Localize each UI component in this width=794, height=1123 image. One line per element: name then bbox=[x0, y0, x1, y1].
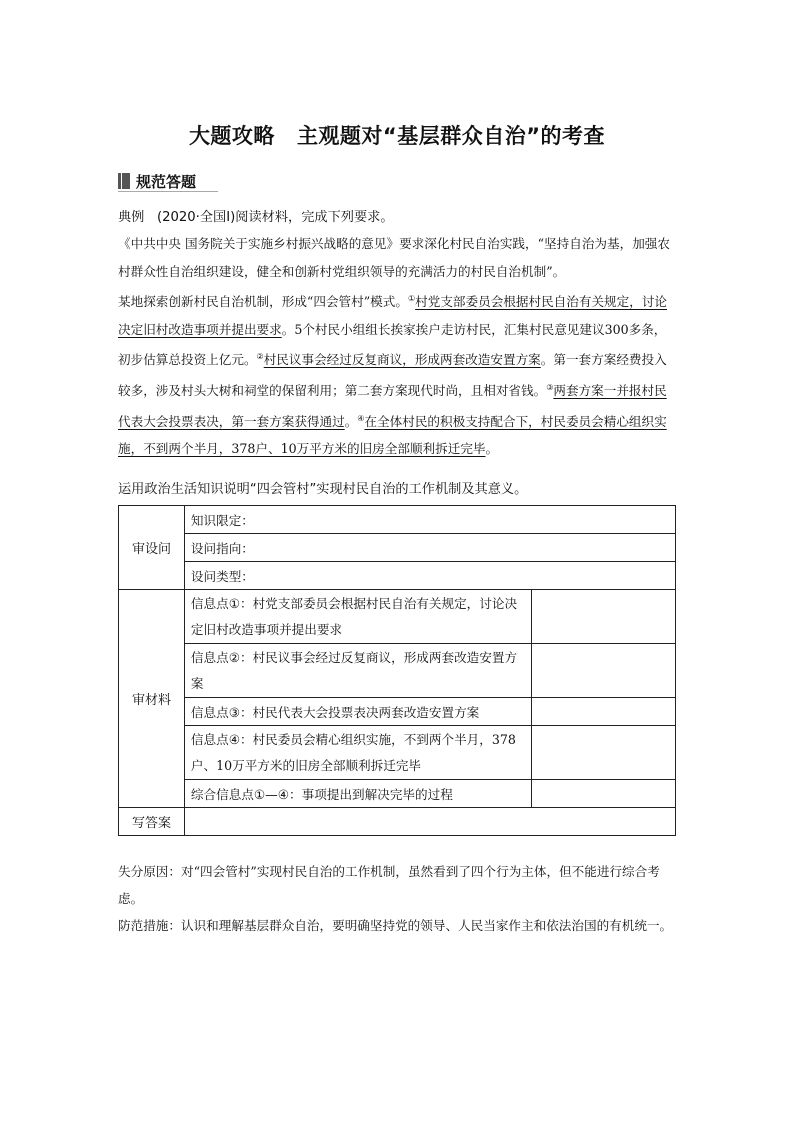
info-point-combined-text: 事项提出到解决完毕的过程 bbox=[301, 787, 453, 802]
table-row bbox=[119, 644, 676, 698]
info-point-4-blank bbox=[532, 726, 676, 780]
question-direction-cell: 设问指向： bbox=[184, 534, 675, 562]
info-point-3-blank bbox=[532, 698, 676, 726]
info-point-1-label: 信息点①： bbox=[190, 595, 253, 611]
marker-1: ① bbox=[407, 294, 416, 303]
write-answer-cell bbox=[184, 808, 675, 836]
loss-reason-label: 失分原因： bbox=[118, 864, 181, 879]
underlined-point-2: 村民议事会经过反复商议，形成两套改造安置方案 bbox=[263, 352, 541, 368]
info-point-1-cell bbox=[184, 590, 531, 644]
table-row bbox=[119, 506, 676, 534]
page-title bbox=[0, 120, 794, 150]
table-row bbox=[119, 808, 676, 836]
table-row bbox=[119, 590, 676, 644]
material-paragraph-1: 《中共中央 国务院关于实施乡村振兴战略的意见》要求深化村民自治实践，“坚持自治为基，加强农村群众性自治组织建设，健全和创新村党组织领导的充满活力的村民自治机制”。 bbox=[118, 236, 670, 279]
info-point-4-cell bbox=[184, 726, 531, 780]
info-point-1-blank bbox=[532, 590, 676, 644]
material-paragraph-2 bbox=[118, 285, 678, 463]
knowledge-limit-cell: 知识限定： bbox=[184, 506, 675, 534]
title-part-2: 主观题对“基层群众自治”的考查 bbox=[296, 124, 606, 148]
answer-framework-table bbox=[118, 505, 676, 836]
underlined-point-4: 在全体村民的积极支持配合下，村民委员会精心组织实施，不到两个半月，378户、10万平方米的旧房全部顺利拆迁完毕 bbox=[118, 413, 667, 457]
question-text: 运用政治生活知识说明“四会管村”实现村民自治的工作机制及其意义。 bbox=[118, 482, 528, 497]
section-bar-icon bbox=[118, 173, 130, 189]
table-row bbox=[119, 534, 676, 562]
info-point-2-label: 信息点②： bbox=[190, 649, 253, 665]
marker-2: ② bbox=[256, 352, 264, 362]
info-point-3-text: 村民代表大会投票表决两套改造安置方案 bbox=[252, 705, 480, 720]
info-point-4-label: 信息点④： bbox=[190, 731, 253, 747]
example-source: (2020·全国Ⅰ)阅读材料，完成下列要求。 bbox=[156, 210, 394, 225]
info-point-combined-label: 综合信息点①—④： bbox=[190, 787, 302, 802]
material-text-4: 。 bbox=[485, 441, 499, 457]
info-point-4-text: 村民委员会精心组织实施，不到两个半月，378户、10万平方米的旧房全部顺利拆迁完毕 bbox=[190, 731, 516, 773]
info-point-2-blank bbox=[532, 644, 676, 698]
material-text-3: 。 bbox=[344, 413, 358, 429]
section-label: 规范答题 bbox=[136, 173, 197, 191]
section-underline bbox=[118, 191, 218, 192]
info-point-3-label: 信息点③： bbox=[190, 705, 253, 720]
underlined-point-3: 两套方案一并报村民代表大会投票表决，第一套方案获得通过 bbox=[118, 383, 667, 429]
loss-reason bbox=[118, 858, 678, 912]
info-point-2-cell bbox=[184, 644, 531, 698]
material-text-1: 。5个村民小组组长挨家挨户走访村民，汇集村民意见建议300多条，初步估算总投资上亿元。 bbox=[118, 321, 667, 368]
example-label: 典例 bbox=[118, 210, 145, 225]
title-part-1: 大题攻略 bbox=[188, 124, 275, 148]
prevention-label: 防范措施： bbox=[118, 918, 181, 933]
section-header bbox=[118, 170, 238, 192]
marker-3: ③ bbox=[546, 382, 554, 392]
table-row bbox=[119, 698, 676, 726]
table-row bbox=[119, 780, 676, 808]
marker-4: ④ bbox=[357, 413, 365, 423]
prevention-text: 认识和理解基层群众自治，要明确坚持党的领导、人民当家作主和依法治国的有机统一。 bbox=[180, 918, 673, 933]
review-question-label: 审设问 bbox=[119, 506, 185, 590]
info-point-combined-cell bbox=[184, 780, 531, 808]
prevention-measure bbox=[118, 912, 678, 939]
loss-reason-text: 对“四会管村”实现村民自治的工作机制，虽然看到了四个行为主体，但不能进行综合考虑。 bbox=[118, 864, 660, 906]
info-point-1-text: 村党支部委员会根据村民自治有关规定，讨论决定旧村改造事项并提出要求 bbox=[190, 595, 518, 637]
info-point-2-text: 村民议事会经过反复商议，形成两套改造安置方案 bbox=[190, 649, 518, 691]
question-type-cell: 设问类型： bbox=[184, 562, 675, 590]
example-line bbox=[118, 206, 394, 225]
table-row bbox=[119, 562, 676, 590]
underlined-point-1: 村党支部委员会根据村民自治有关规定，讨论决定旧村改造事项并提出要求 bbox=[118, 294, 667, 337]
material-intro: 某地探索创新村民自治机制，形成“四会管村”模式。 bbox=[118, 294, 408, 310]
table-row bbox=[119, 726, 676, 780]
info-point-combined-blank bbox=[532, 780, 676, 808]
review-material-label: 审材料 bbox=[119, 590, 185, 808]
material-text-2: 。第一套方案经费投入较多，涉及村头大树和祠堂的保留利用；第二套方案现代时尚，且相对省钱。 bbox=[118, 352, 667, 399]
info-point-3-cell bbox=[184, 698, 531, 726]
write-answer-label: 写答案 bbox=[119, 808, 185, 836]
